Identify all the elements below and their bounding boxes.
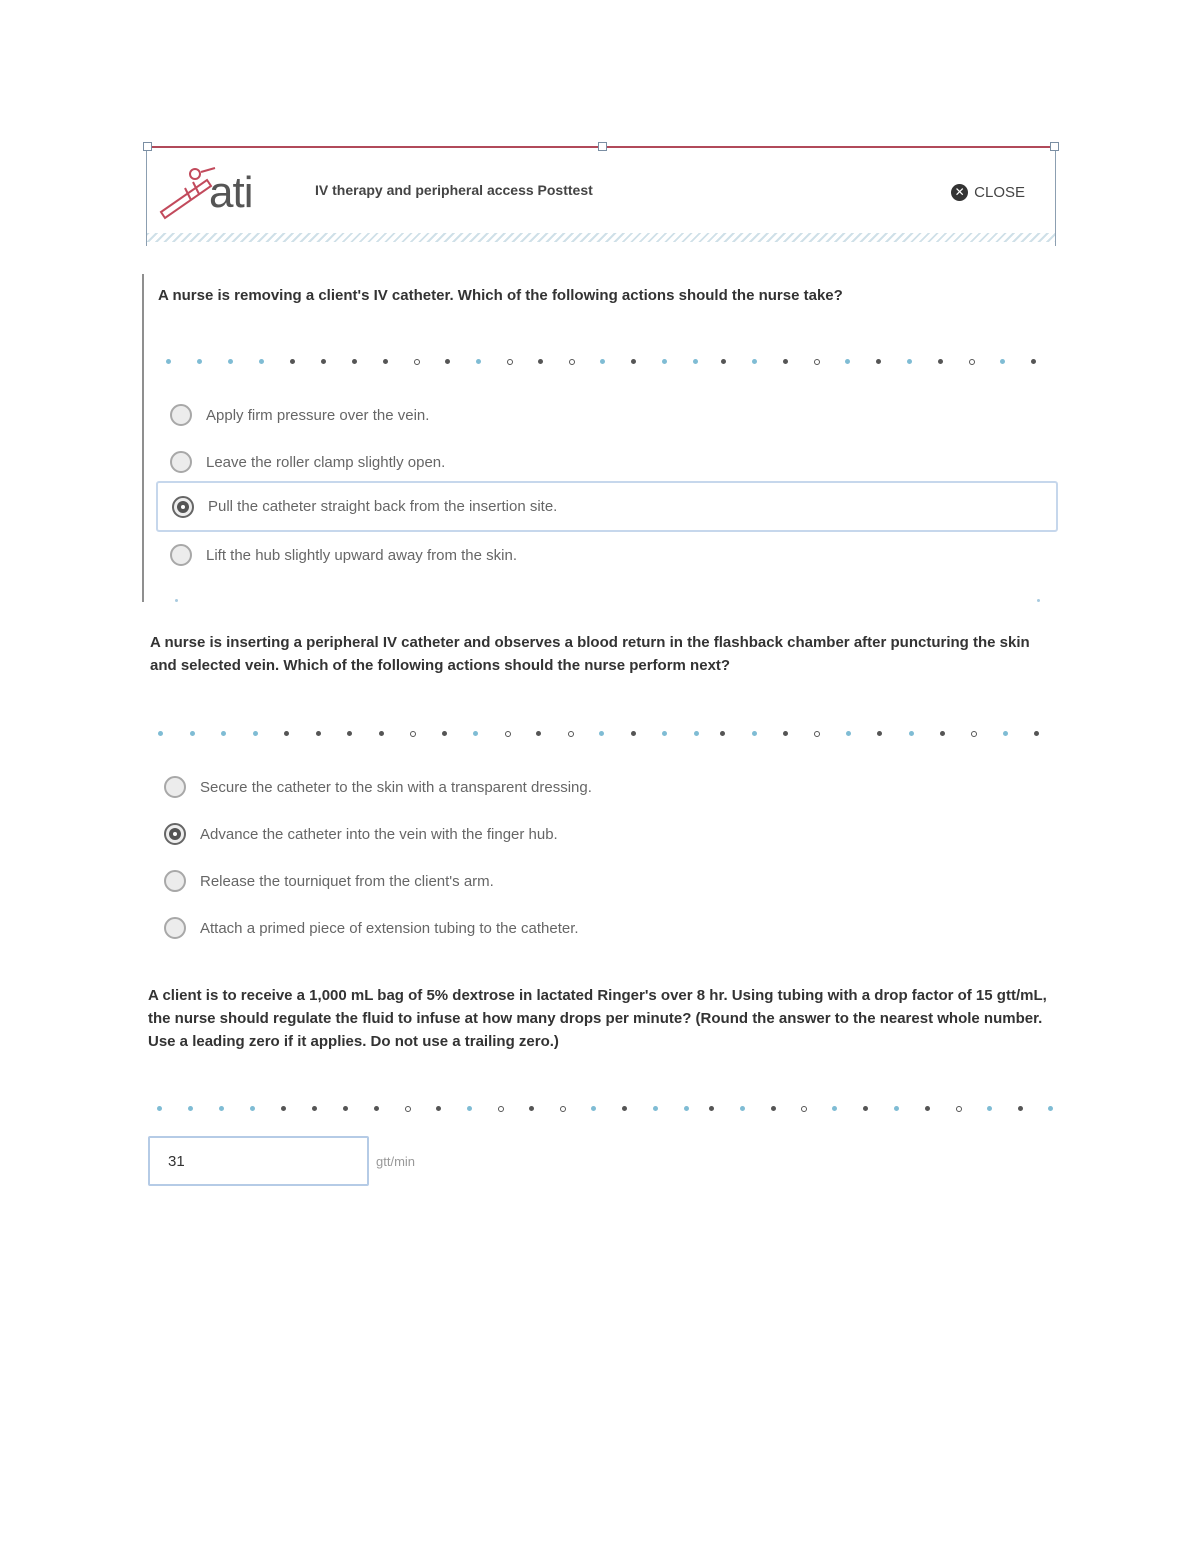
divider-dot — [662, 731, 667, 736]
divider-dot — [925, 1106, 930, 1111]
radio-button[interactable] — [164, 917, 186, 939]
scroll-marker — [175, 599, 178, 602]
divider-dot — [600, 359, 605, 364]
question-1-text: A nurse is removing a client's IV catheter. Which of the following actions should the nurse take? — [158, 287, 843, 304]
close-icon: ✕ — [951, 184, 968, 201]
dot-divider — [157, 1104, 1057, 1114]
answer-option[interactable] — [170, 442, 1050, 482]
dot-divider — [166, 357, 1046, 367]
option-label: Apply firm pressure over the vein. — [206, 406, 430, 424]
divider-dot — [709, 1106, 714, 1111]
resize-handle-middle — [598, 142, 607, 151]
divider-dot — [436, 1106, 441, 1111]
divider-dot — [321, 359, 326, 364]
divider-dot — [158, 731, 163, 736]
divider-dot — [445, 359, 450, 364]
divider-dot — [228, 359, 233, 364]
divider-dot — [312, 1106, 317, 1111]
header-hatch-divider — [147, 233, 1055, 242]
logo-text: ati — [209, 168, 253, 217]
divider-dot — [814, 731, 820, 737]
divider-dot — [281, 1106, 286, 1111]
divider-dot — [374, 1106, 379, 1111]
divider-dot — [969, 359, 975, 365]
divider-dot — [290, 359, 295, 364]
divider-dot — [507, 359, 513, 365]
divider-dot — [801, 1106, 807, 1112]
divider-dot — [752, 731, 757, 736]
answer-option[interactable] — [164, 861, 1044, 901]
close-label: CLOSE — [974, 184, 1025, 201]
divider-dot — [197, 359, 202, 364]
radio-button[interactable] — [164, 776, 186, 798]
divider-dot — [568, 731, 574, 737]
divider-dot — [343, 1106, 348, 1111]
divider-dot — [538, 359, 543, 364]
divider-dot — [253, 731, 258, 736]
answer-option-selected[interactable] — [156, 481, 1058, 532]
divider-dot — [442, 731, 447, 736]
divider-dot — [157, 1106, 162, 1111]
radio-button[interactable] — [170, 451, 192, 473]
divider-dot — [1000, 359, 1005, 364]
test-header — [146, 146, 1056, 246]
divider-dot — [684, 1106, 689, 1111]
divider-dot — [971, 731, 977, 737]
divider-dot — [622, 1106, 627, 1111]
question-2-text: A nurse is inserting a peripheral IV catheter and observes a blood return in the flashback chamber after puncturing the skin and selected vein. Which of the following actions should the nurse perform next? — [150, 634, 1030, 674]
divider-dot — [863, 1106, 868, 1111]
divider-dot — [498, 1106, 504, 1112]
divider-dot — [631, 359, 636, 364]
divider-dot — [740, 1106, 745, 1111]
divider-dot — [1031, 359, 1036, 364]
divider-dot — [771, 1106, 776, 1111]
divider-dot — [987, 1106, 992, 1111]
divider-dot — [569, 359, 575, 365]
divider-dot — [560, 1106, 566, 1112]
divider-dot — [414, 359, 420, 365]
divider-dot — [219, 1106, 224, 1111]
divider-dot — [631, 731, 636, 736]
divider-dot — [1018, 1106, 1023, 1111]
divider-dot — [845, 359, 850, 364]
divider-dot — [188, 1106, 193, 1111]
divider-dot — [347, 731, 352, 736]
divider-dot — [190, 731, 195, 736]
divider-dot — [907, 359, 912, 364]
divider-dot — [284, 731, 289, 736]
question-focus-bar — [142, 274, 144, 602]
option-label: Pull the catheter straight back from the insertion site. — [208, 498, 558, 515]
divider-dot — [536, 731, 541, 736]
divider-dot — [693, 359, 698, 364]
divider-dot — [316, 731, 321, 736]
answer-option[interactable] — [170, 535, 1050, 575]
close-button[interactable] — [951, 184, 1025, 201]
option-label: Release the tourniquet from the client's arm. — [200, 872, 494, 890]
divider-dot — [940, 731, 945, 736]
divider-dot — [1034, 731, 1039, 736]
option-label: Attach a primed piece of extension tubing to the catheter. — [200, 919, 579, 937]
divider-dot — [410, 731, 416, 737]
radio-button-checked[interactable] — [172, 496, 194, 518]
divider-dot — [1003, 731, 1008, 736]
divider-dot — [473, 731, 478, 736]
answer-unit: gtt/min — [376, 1154, 416, 1169]
divider-dot — [662, 359, 667, 364]
divider-dot — [352, 359, 357, 364]
divider-dot — [783, 359, 788, 364]
divider-dot — [783, 731, 788, 736]
catheter-icon — [157, 164, 217, 226]
option-label: Advance the catheter into the vein with the finger hub. — [200, 825, 558, 843]
answer-option[interactable] — [164, 908, 1044, 948]
divider-dot — [467, 1106, 472, 1111]
option-label: Secure the catheter to the skin with a transparent dressing. — [200, 778, 592, 796]
divider-dot — [721, 359, 726, 364]
divider-dot — [259, 359, 264, 364]
divider-dot — [814, 359, 820, 365]
answer-option[interactable] — [164, 767, 1044, 807]
radio-button[interactable] — [170, 404, 192, 426]
divider-dot — [405, 1106, 411, 1112]
divider-dot — [166, 359, 171, 364]
divider-dot — [1048, 1106, 1053, 1111]
answer-option[interactable] — [170, 395, 1050, 435]
divider-dot — [832, 1106, 837, 1111]
radio-button[interactable] — [170, 544, 192, 566]
divider-dot — [877, 731, 882, 736]
question-3-text: A client is to receive a 1,000 mL bag of 5% dextrose in lactated Ringer's over 8 hr. Using tubing with a drop factor of 15 gtt/mL, the nurse should regulate the fluid to infuse at how many drops per minute? (Round the answer to the nearest whole number. Use a leading zero if it applies. Do not use a trailing zero.) — [148, 987, 1047, 1050]
answer-input[interactable] — [148, 1136, 369, 1186]
divider-dot — [894, 1106, 899, 1111]
divider-dot — [379, 731, 384, 736]
page-title: IV therapy and peripheral access Posttest — [315, 182, 593, 198]
dot-divider — [158, 729, 1038, 739]
divider-dot — [876, 359, 881, 364]
divider-dot — [938, 359, 943, 364]
divider-dot — [383, 359, 388, 364]
divider-dot — [720, 731, 725, 736]
divider-dot — [653, 1106, 658, 1111]
radio-button-checked[interactable] — [164, 823, 186, 845]
option-label: Lift the hub slightly upward away from the skin. — [206, 546, 517, 564]
divider-dot — [476, 359, 481, 364]
divider-dot — [505, 731, 511, 737]
divider-dot — [250, 1106, 255, 1111]
divider-dot — [529, 1106, 534, 1111]
ati-logo — [157, 164, 277, 226]
divider-dot — [846, 731, 851, 736]
scroll-marker — [1037, 599, 1040, 602]
divider-dot — [956, 1106, 962, 1112]
divider-dot — [221, 731, 226, 736]
divider-dot — [591, 1106, 596, 1111]
answer-option-selected[interactable] — [164, 814, 1044, 854]
divider-dot — [599, 731, 604, 736]
radio-button[interactable] — [164, 870, 186, 892]
resize-handle-left — [143, 142, 152, 151]
divider-dot — [752, 359, 757, 364]
divider-dot — [694, 731, 699, 736]
option-label: Leave the roller clamp slightly open. — [206, 453, 446, 471]
resize-handle-right — [1050, 142, 1059, 151]
divider-dot — [909, 731, 914, 736]
